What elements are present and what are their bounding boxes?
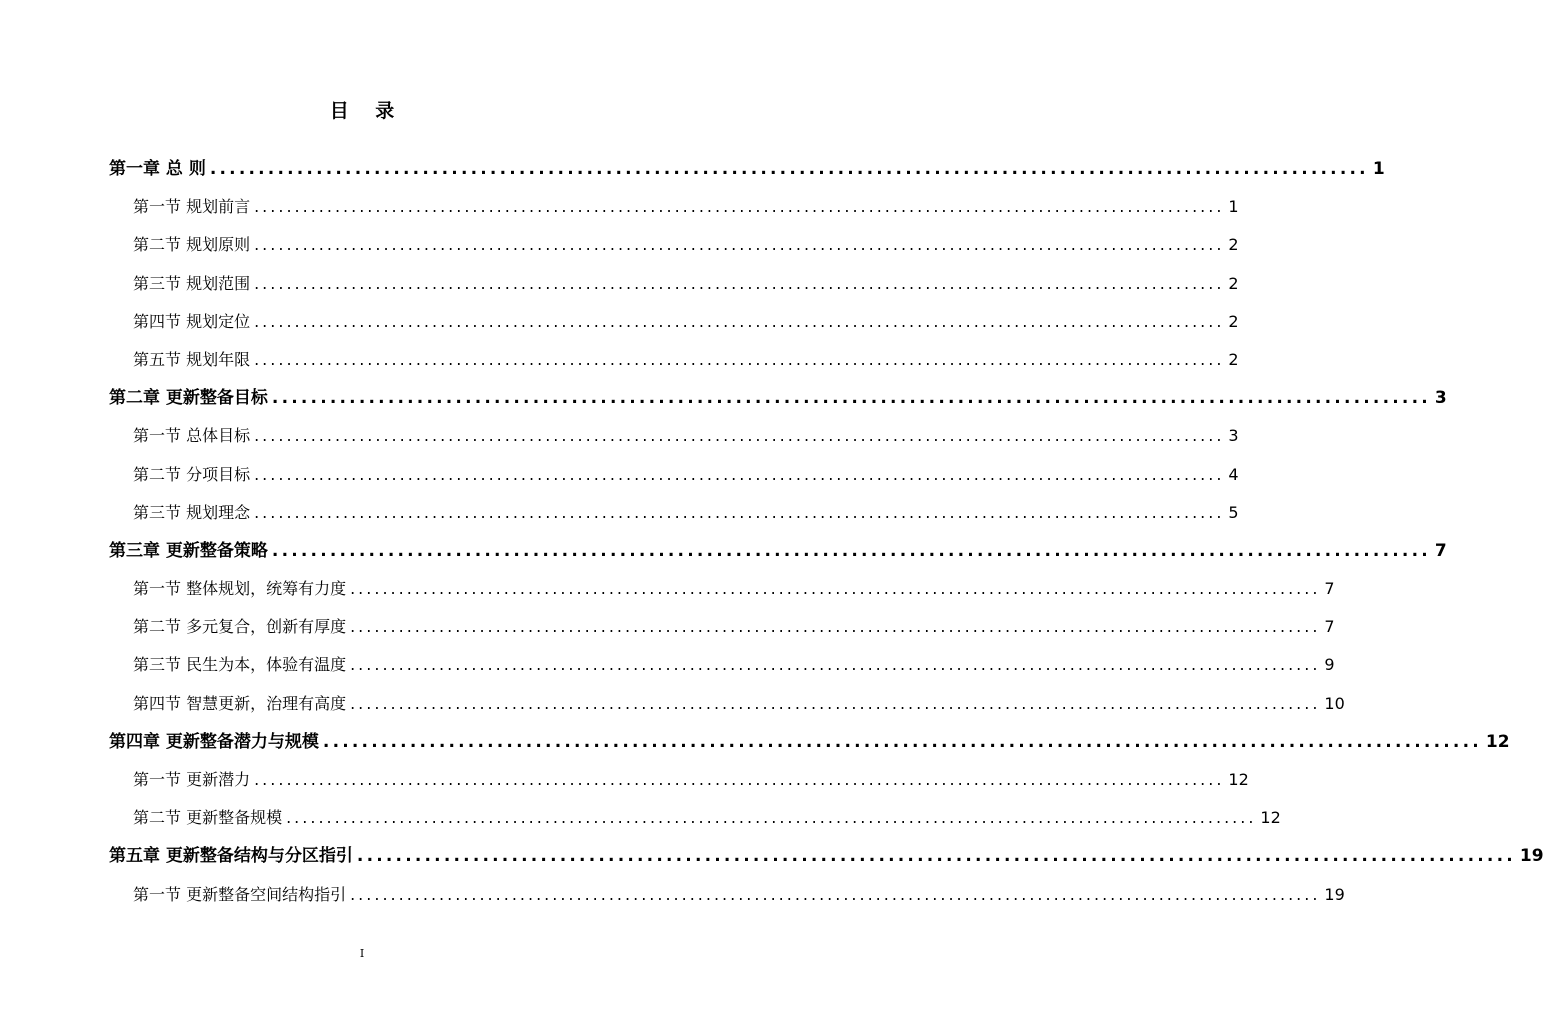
- toc-entry-label: 第一章 总 则: [109, 159, 206, 179]
- toc-dot-leader: ........................................................................................................................: [254, 464, 1225, 484]
- toc-dot-leader: ........................................................................................................................: [350, 617, 1321, 637]
- toc-dot-leader: ........................................................................................................................: [350, 884, 1321, 904]
- toc-entry-page: 19: [1324, 884, 1345, 904]
- toc-chapter-entry[interactable]: [109, 150, 1385, 188]
- toc-chapter-entry[interactable]: [109, 379, 1447, 417]
- page-title: 目 录: [329, 100, 405, 122]
- toc-entry-page: 12: [1260, 808, 1281, 828]
- toc-section-entry[interactable]: [109, 188, 1239, 226]
- toc-dot-leader: ........................................................................................................................: [254, 197, 1225, 217]
- toc-dot-leader: ........................................................................................................................: [254, 502, 1225, 522]
- toc-entry-label: 第二节 多元复合，创新有厚度: [133, 617, 347, 637]
- toc-dot-leader: ........................................................................................................................: [254, 770, 1225, 789]
- toc-entry-page: 5: [1228, 502, 1239, 522]
- toc-section-entry[interactable]: [109, 341, 1239, 379]
- toc-entry-page: 2: [1228, 273, 1239, 293]
- toc-dot-leader: ........................................................................................................................: [350, 579, 1321, 599]
- toc-dot-leader: ........................................................................................................................: [271, 388, 1431, 409]
- toc-entry-page: 2: [1228, 311, 1239, 331]
- toc-entry-label: 第三节 规划理念: [133, 502, 251, 522]
- toc-section-entry[interactable]: [109, 876, 1345, 914]
- toc-chapter-entry[interactable]: [109, 723, 1510, 761]
- toc-entry-label: 第二节 更新整备规模: [133, 808, 283, 828]
- toc-dot-leader: ........................................................................................................................: [254, 235, 1225, 255]
- toc-section-entry[interactable]: [109, 799, 1281, 837]
- toc-entry-label: 第二节 规划原则: [133, 235, 251, 255]
- toc-section-entry[interactable]: [109, 494, 1239, 532]
- toc-entry-label: 第五节 规划年限: [133, 349, 251, 369]
- toc-dot-leader: ........................................................................................................................: [254, 349, 1225, 369]
- toc-section-entry[interactable]: [109, 608, 1335, 646]
- toc-entry-label: 第一节 更新潜力: [133, 770, 251, 789]
- toc-entry-label: 第一节 更新整备空间结构指引: [133, 884, 347, 904]
- toc-entry-label: 第三节 规划范围: [133, 273, 251, 293]
- toc-entry-page: 7: [1324, 579, 1335, 599]
- toc-entry-label: 第三章 更新整备策略: [109, 540, 268, 561]
- toc-entry-label: 第四章 更新整备潜力与规模: [109, 731, 319, 752]
- toc-entry-page: 2: [1228, 235, 1239, 255]
- toc-dot-leader: ........................................................................................................................: [209, 159, 1369, 179]
- toc-entry-label: 第三节 民生为本，体验有温度: [133, 655, 347, 675]
- toc-entry-page: 2: [1228, 349, 1239, 369]
- toc-section-entry[interactable]: [109, 417, 1239, 455]
- toc-entry-page: 7: [1434, 540, 1447, 561]
- toc-entry-page: 1: [1228, 197, 1239, 217]
- toc-entry-label: 第四节 规划定位: [133, 311, 251, 331]
- toc-dot-leader: ........................................................................................................................: [350, 693, 1321, 713]
- toc-dot-leader: ........................................................................................................................: [271, 540, 1431, 561]
- page-number: I: [359, 947, 365, 960]
- toc-dot-leader: ........................................................................................................................: [254, 426, 1225, 446]
- toc-entry-page: 19: [1519, 846, 1544, 867]
- toc-section-entry[interactable]: [109, 570, 1335, 608]
- toc-entry-label: 第二章 更新整备目标: [109, 388, 268, 409]
- toc-section-entry[interactable]: [109, 685, 1345, 723]
- toc-entry-page: 7: [1324, 617, 1335, 637]
- toc-dot-leader: ........................................................................................................................: [322, 731, 1482, 752]
- toc-entry-label: 第二节 分项目标: [133, 464, 251, 484]
- toc-section-entry[interactable]: [109, 646, 1335, 684]
- toc-dot-leader: ........................................................................................................................: [350, 655, 1321, 675]
- toc-entry-page: 1: [1372, 159, 1385, 179]
- toc-entry-page: 10: [1324, 693, 1345, 713]
- toc-chapter-entry[interactable]: [109, 532, 1447, 570]
- toc-entry-page: 3: [1434, 388, 1447, 409]
- toc-dot-leader: ........................................................................................................................: [254, 273, 1225, 293]
- toc-entry-page: 4: [1228, 464, 1239, 484]
- toc-section-entry[interactable]: [109, 265, 1239, 303]
- toc-entry-page: 12: [1485, 731, 1510, 752]
- toc-entry-label: 第四节 智慧更新，治理有高度: [133, 693, 347, 713]
- toc-section-entry[interactable]: [109, 226, 1239, 264]
- toc-entry-page: 9: [1324, 655, 1335, 675]
- toc-dot-leader: ........................................................................................................................: [286, 808, 1257, 828]
- toc-section-entry[interactable]: [109, 303, 1239, 341]
- toc-entry-label: 第一节 规划前言: [133, 197, 251, 217]
- toc-entry-page: 3: [1228, 426, 1239, 446]
- toc-entry-label: 第一节 总体目标: [133, 426, 251, 446]
- toc-entry-label: 第五章 更新整备结构与分区指引: [109, 846, 353, 867]
- toc-chapter-entry[interactable]: [109, 837, 1544, 875]
- toc-entry-label: 第一节 整体规划，统筹有力度: [133, 579, 347, 599]
- table-of-contents: [109, 150, 1544, 914]
- toc-dot-leader: ........................................................................................................................: [356, 846, 1516, 867]
- toc-entry-page: 12: [1228, 770, 1249, 789]
- toc-section-entry[interactable]: [109, 456, 1239, 494]
- toc-dot-leader: ........................................................................................................................: [254, 311, 1225, 331]
- toc-section-entry[interactable]: [109, 761, 1249, 799]
